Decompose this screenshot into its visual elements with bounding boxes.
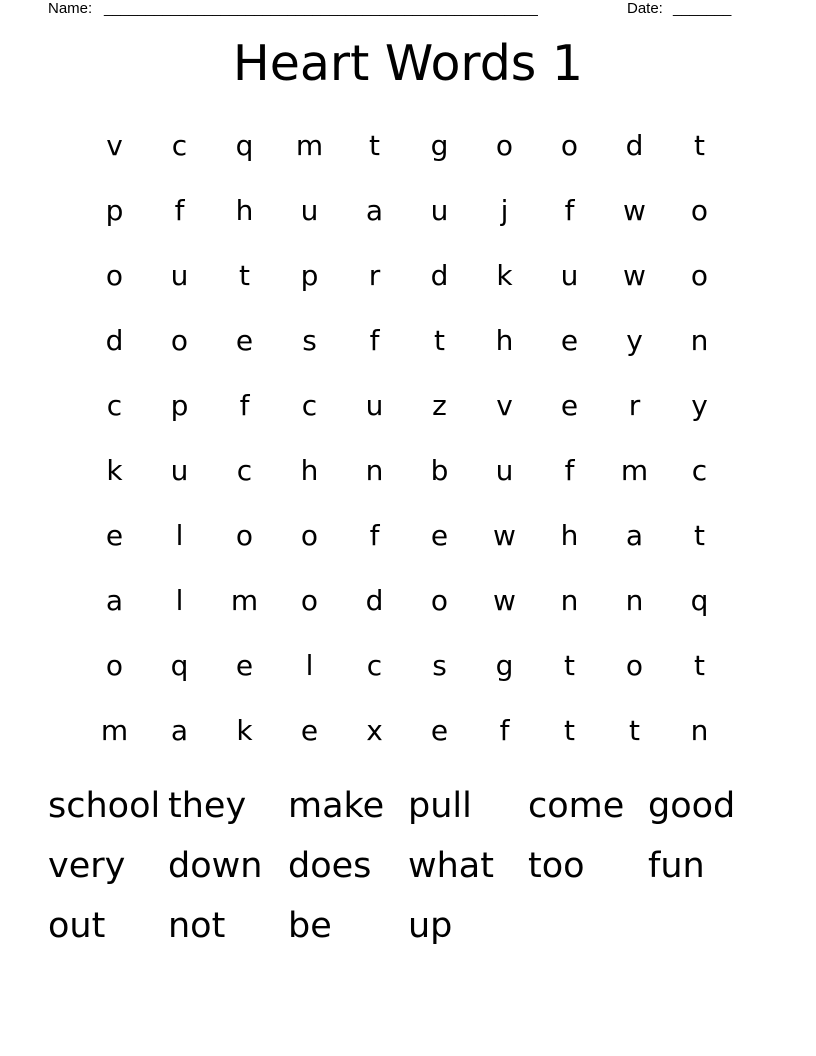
grid-letter: t <box>694 128 705 162</box>
grid-letter: k <box>236 713 253 747</box>
grid-letter: m <box>100 713 129 747</box>
grid-letter: c <box>366 648 383 682</box>
grid-letter: m <box>230 583 259 617</box>
grid-letter: l <box>175 583 184 617</box>
grid-letter: c <box>236 453 253 487</box>
grid-letter: y <box>691 388 708 422</box>
grid-letter: l <box>175 518 184 552</box>
grid-letter: a <box>625 518 644 552</box>
word-bank-item: come <box>528 786 625 826</box>
grid-letter: f <box>499 713 510 747</box>
grid-letter: d <box>105 323 124 357</box>
grid-letter: t <box>694 648 705 682</box>
grid-letter: u <box>170 258 189 292</box>
grid-letter: j <box>500 193 509 227</box>
grid-letter: n <box>690 323 709 357</box>
grid-letter: t <box>239 258 250 292</box>
word-bank-item: out <box>48 906 106 946</box>
grid-letter: o <box>560 128 579 162</box>
grid-letter: s <box>432 648 447 682</box>
grid-letter: o <box>105 258 124 292</box>
grid-letter: d <box>625 128 644 162</box>
grid-letter: e <box>560 388 579 422</box>
date-label: Date: <box>627 0 663 17</box>
grid-letter: f <box>564 193 575 227</box>
grid-letter: t <box>369 128 380 162</box>
grid-letter: e <box>560 323 579 357</box>
grid-letter: c <box>106 388 123 422</box>
grid-letter: s <box>302 323 317 357</box>
name-field-line: ____________________________________________________ <box>104 0 538 17</box>
grid-letter: o <box>235 518 254 552</box>
word-bank-item: pull <box>408 786 472 826</box>
grid-letter: k <box>106 453 123 487</box>
word-bank-item: good <box>648 786 736 826</box>
word-bank-item: be <box>288 906 332 946</box>
grid-letter: n <box>560 583 579 617</box>
grid-letter: o <box>170 323 189 357</box>
grid-letter: m <box>295 128 324 162</box>
date-field-line: _______ <box>673 0 732 17</box>
grid-letter: t <box>564 648 575 682</box>
word-bank <box>48 778 768 958</box>
grid-letter: w <box>623 193 646 227</box>
grid-letter: e <box>300 713 319 747</box>
grid-letter: o <box>690 258 709 292</box>
word-bank-item: down <box>168 846 263 886</box>
grid-letter: n <box>625 583 644 617</box>
grid-letter: z <box>432 388 447 422</box>
grid-letter: u <box>560 258 579 292</box>
grid-letter: w <box>493 583 516 617</box>
grid-letter: p <box>105 193 124 227</box>
grid-letter: a <box>105 583 124 617</box>
grid-letter: f <box>174 193 185 227</box>
grid-letter: d <box>430 258 449 292</box>
grid-letter: q <box>170 648 189 682</box>
grid-letter: f <box>239 388 250 422</box>
grid-letter: o <box>690 193 709 227</box>
grid-letter: d <box>365 583 384 617</box>
grid-letter: c <box>171 128 188 162</box>
grid-letter: o <box>105 648 124 682</box>
grid-letter: p <box>170 388 189 422</box>
word-bank-item: make <box>288 786 385 826</box>
grid-letter: u <box>365 388 384 422</box>
grid-letter: k <box>496 258 513 292</box>
grid-letter: e <box>430 518 449 552</box>
grid-letter: c <box>691 453 708 487</box>
grid-letter: w <box>493 518 516 552</box>
grid-letter: o <box>430 583 449 617</box>
grid-letter: e <box>430 713 449 747</box>
grid-letter: v <box>496 388 513 422</box>
word-bank-item: what <box>408 846 494 886</box>
grid-letter: h <box>235 193 254 227</box>
grid-letter: f <box>369 518 380 552</box>
grid-letter: o <box>625 648 644 682</box>
grid-letter: e <box>235 648 254 682</box>
word-bank-item: too <box>528 846 585 886</box>
grid-letter: c <box>301 388 318 422</box>
grid-letter: p <box>300 258 319 292</box>
grid-letter: m <box>620 453 649 487</box>
grid-letter: r <box>628 388 641 422</box>
word-bank-item: fun <box>648 846 705 886</box>
name-label: Name: <box>48 0 93 17</box>
grid-letter: h <box>495 323 514 357</box>
grid-letter: r <box>368 258 381 292</box>
grid-letter: w <box>623 258 646 292</box>
grid-letter: u <box>495 453 514 487</box>
word-bank-item: they <box>168 786 247 826</box>
grid-letter: e <box>235 323 254 357</box>
grid-letter: t <box>564 713 575 747</box>
grid-letter: o <box>495 128 514 162</box>
worksheet-header <box>48 0 748 20</box>
grid-letter: y <box>626 323 643 357</box>
word-bank-item: very <box>48 846 126 886</box>
grid-letter: o <box>300 583 319 617</box>
grid-letter: l <box>305 648 314 682</box>
grid-letter: o <box>300 518 319 552</box>
word-bank-item: does <box>288 846 372 886</box>
grid-letter: q <box>690 583 709 617</box>
grid-letter: f <box>369 323 380 357</box>
grid-letter: b <box>430 453 449 487</box>
grid-letter: t <box>434 323 445 357</box>
grid-letter: u <box>170 453 189 487</box>
word-search-grid <box>82 113 732 763</box>
grid-letter: g <box>430 128 449 162</box>
grid-letter: t <box>629 713 640 747</box>
grid-letter: t <box>694 518 705 552</box>
word-bank-item: up <box>408 906 453 946</box>
grid-letter: a <box>170 713 189 747</box>
grid-letter: h <box>560 518 579 552</box>
word-bank-item: not <box>168 906 226 946</box>
grid-letter: x <box>366 713 383 747</box>
grid-letter: u <box>300 193 319 227</box>
grid-letter: n <box>365 453 384 487</box>
grid-letter: h <box>300 453 319 487</box>
grid-letter: e <box>105 518 124 552</box>
page-title: Heart Words 1 <box>232 35 584 92</box>
grid-letter: f <box>564 453 575 487</box>
grid-letter: u <box>430 193 449 227</box>
grid-letter: q <box>235 128 254 162</box>
grid-letter: a <box>365 193 384 227</box>
word-bank-item: school <box>48 786 161 826</box>
grid-letter: g <box>495 648 514 682</box>
grid-letter: n <box>690 713 709 747</box>
grid-letter: v <box>106 128 123 162</box>
